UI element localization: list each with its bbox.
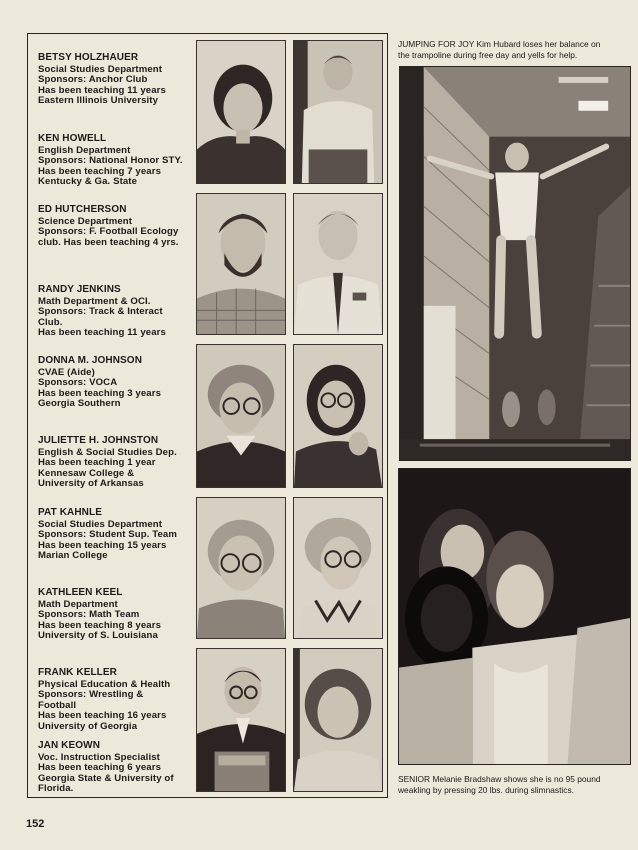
faculty-detail: Club. [38,316,63,328]
trampoline-photo-icon [399,66,631,461]
faculty-detail: Has been teaching 3 years [38,387,162,399]
faculty-detail: CVAE (Aide) [38,366,95,378]
faculty-entry [38,285,218,339]
caption-lead: JUMPING FOR JOY [398,39,475,49]
faculty-detail: Marian College [38,550,108,562]
portrait-photo-icon [196,40,286,184]
faculty-detail: English Department [38,144,131,156]
portrait-photo-icon [293,40,383,184]
faculty-detail: Sponsors: Math Team [38,609,140,621]
faculty-detail: University of S. Louisiana [38,630,158,642]
faculty-detail: Georgia Southern [38,398,121,410]
faculty-detail: Has been teaching 7 years [38,165,162,177]
faculty-detail: Math Department [38,598,118,610]
faculty-detail: Has been teaching 8 years [38,619,162,631]
faculty-name: FRANK KELLER [38,667,117,678]
faculty-detail: Kentucky & Ga. State [38,176,138,188]
caption-lead: SENIOR [398,774,431,784]
caption-text: Kim Hubard loses her balance on the trampoline during free day and yells for help. [398,39,601,60]
faculty-entry [38,134,218,188]
portrait-photo-icon [196,193,286,335]
faculty-name: DONNA M. JOHNSON [38,355,143,366]
faculty-detail: Physical Education & Health [38,678,171,690]
faculty-entry [38,508,218,562]
bottom-photo-caption [398,774,620,796]
portrait-photo-icon [196,497,286,639]
faculty-entry [38,668,218,733]
portrait-photo-icon [293,497,383,639]
faculty-detail: Sponsors: National Honor STY. [38,155,183,167]
portrait-photo-icon [196,648,286,792]
faculty-listing-box [27,33,388,798]
faculty-detail: Voc. Instruction Specialist [38,751,160,763]
faculty-detail: Sponsors: Wrestling & [38,689,144,701]
faculty-detail: Has been teaching 11 years [38,84,166,96]
portrait-photo-icon [293,193,383,335]
faculty-detail: Football [38,699,77,711]
faculty-detail: Math Department & OCI. [38,295,151,307]
portrait-photo-icon [196,344,286,488]
faculty-detail: Kennesaw College & [38,467,135,479]
faculty-detail: Social Studies Department [38,518,163,530]
faculty-name: JULIETTE H. JOHNSTON [38,435,159,446]
faculty-detail: Has been teaching 16 years [38,710,167,722]
caption-text: Melanie Bradshaw shows she is no 95 pound weakling by pressing 20 lbs. during slimnastics. [398,774,601,795]
faculty-name: BETSY HOLZHAUER [38,52,139,63]
faculty-detail: Eastern Illinois University [38,95,158,107]
faculty-detail: Sponsors: F. Football Ecology [38,226,179,238]
faculty-detail: Science Department [38,215,133,227]
faculty-name: KEN HOWELL [38,133,107,144]
faculty-name: PAT KAHNLE [38,507,102,518]
faculty-detail: University of Georgia [38,720,138,732]
faculty-name: KATHLEEN KEEL [38,587,123,598]
faculty-name: ED HUTCHERSON [38,204,127,215]
faculty-entry [38,356,218,410]
faculty-detail: Sponsors: VOCA [38,377,118,389]
faculty-detail: Has been teaching 6 years [38,762,162,774]
faculty-detail: Florida. [38,783,74,795]
faculty-detail: Georgia State & University of [38,772,174,784]
faculty-detail: Sponsors: Track & Interact [38,306,163,318]
portrait-photo-icon [293,648,383,792]
faculty-entry [38,741,218,795]
faculty-entry [38,588,218,642]
faculty-detail: English & Social Studies Dep. [38,446,177,458]
page-number: 152 [26,818,45,830]
faculty-detail: Social Studies Department [38,63,163,75]
faculty-entry [38,205,218,248]
faculty-name: JAN KEOWN [38,740,101,751]
weights-photo-icon [398,468,631,765]
top-photo-caption [398,39,612,61]
faculty-detail: University of Arkansas [38,478,144,490]
faculty-detail: Has been teaching 11 years [38,327,166,339]
portrait-photo-icon [293,344,383,488]
faculty-entry [38,436,218,490]
faculty-detail: Sponsors: Student Sup. Team [38,529,177,541]
faculty-detail: Has been teaching 1 year [38,457,156,469]
faculty-detail: club. Has been teaching 4 yrs. [38,236,179,248]
faculty-detail: Sponsors: Anchor Club [38,74,148,86]
faculty-entry [38,53,218,107]
faculty-name: RANDY JENKINS [38,284,121,295]
faculty-detail: Has been teaching 15 years [38,539,167,551]
